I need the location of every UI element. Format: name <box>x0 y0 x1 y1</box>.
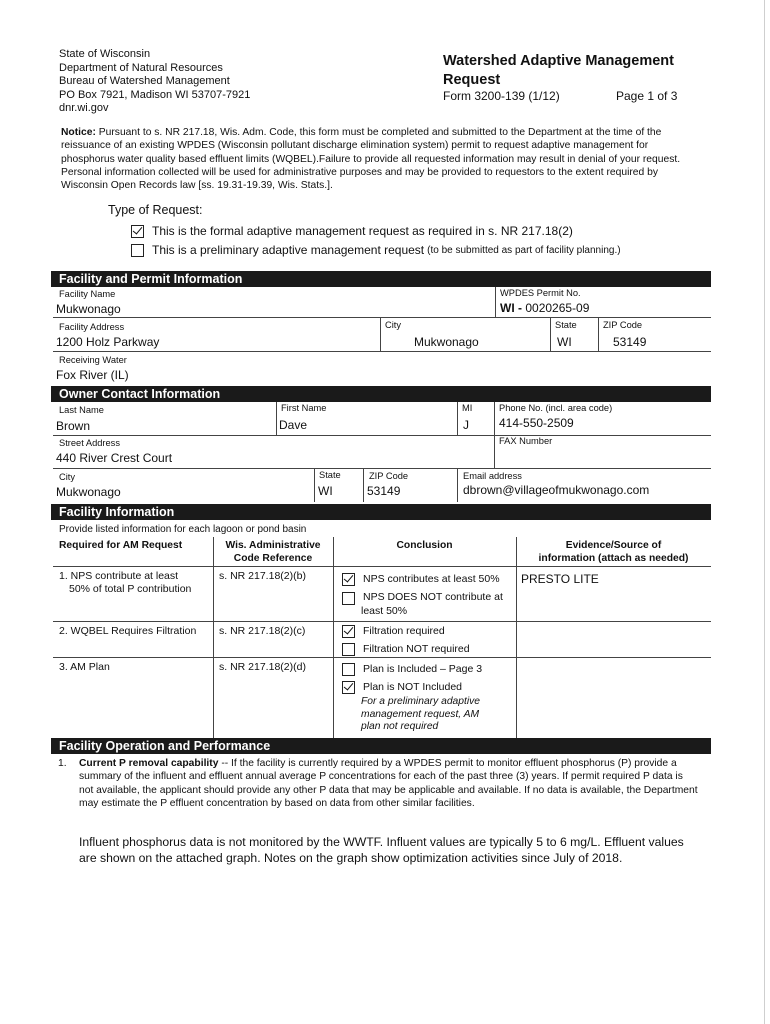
owner-street-label: Street Address <box>59 438 120 448</box>
item-text: -- If the facility is currently required by a WPDES permit to monitor effluent phosphorus (P) provide a summary of the influent and effluent annual average P concentrations for each of the past three (3) years. If permit required P data is not available, the applicant should provide any other P data that may be applicable and available. If no data is available, the Department may estimate the P effluent concentration by based on data from other similar facilities. <box>79 758 698 809</box>
divider <box>213 537 214 740</box>
row3-requirement: 3. AM Plan <box>59 661 110 673</box>
owner-first-name-label: First Name <box>281 403 327 413</box>
owner-phone-field[interactable]: 414-550-2509 <box>499 416 574 430</box>
row3-note-line2: management request, AM <box>361 708 480 720</box>
request-option-preliminary-label: This is a preliminary adaptive management request <box>152 243 425 257</box>
checkbox-empty-icon[interactable] <box>342 592 355 605</box>
row3-note-line3: plan not required <box>361 721 439 732</box>
divider <box>276 402 277 435</box>
owner-state-field[interactable]: WI <box>318 484 333 498</box>
divider <box>495 287 496 317</box>
divider <box>333 537 334 740</box>
request-option-preliminary-note: (to be submitted as part of facility planning.) <box>427 244 621 256</box>
section-header-facility-permit: Facility and Permit Information <box>51 271 711 287</box>
header-evidence <box>516 539 711 565</box>
owner-mi-field[interactable]: J <box>463 418 469 432</box>
form-title <box>443 52 674 90</box>
permit-number-field[interactable] <box>500 301 589 315</box>
response-text[interactable]: Influent phosphorus data is not monitored by the WWTF. Influent values are typically 5 to 6 mg/L. Effluent values are shown on the attached graph. Notes on the graph show optimization activities since July of 2018. <box>79 835 684 865</box>
divider <box>53 435 711 436</box>
row1-requirement-line2: 50% of total P contribution <box>69 583 192 595</box>
divider <box>53 566 711 567</box>
checkbox-checked-icon[interactable] <box>342 573 355 586</box>
row1-requirement-line1: 1. NPS contribute at least <box>59 570 179 582</box>
scan-edge <box>764 0 765 1024</box>
header-evidence-line2: information (attach as needed) <box>538 553 689 564</box>
divider <box>550 318 551 351</box>
table-intro: Provide listed information for each lagoon or pond basin <box>59 524 307 535</box>
owner-state-label: State <box>319 470 341 480</box>
section-header-operation: Facility Operation and Performance <box>51 738 711 754</box>
checkbox-empty-icon[interactable] <box>342 643 355 656</box>
divider <box>53 317 711 318</box>
facility-name-label: Facility Name <box>59 289 116 299</box>
divider <box>457 469 458 502</box>
row3-note <box>361 696 480 734</box>
section-header-facility-info: Facility Information <box>51 504 711 520</box>
row3-option-not-included[interactable] <box>342 681 462 694</box>
notice-text: Pursuant to s. NR 217.18, Wis. Adm. Code, this form must be completed and submitted to the Department at the time of the reissuance of an existing WPDES (Wisconsin pollutant discharge elimination system) permit to request adaptive management for phosphorus water quality based effluent limits (WQBEL).Failure to provide all requested information may result in denial of your request. Personal information collected will be used for administrative purposes and may be provided to requestors to the extent required by Wisconsin Open Records law [ss. 19.31-19.39, Wis. Stats.]. <box>61 127 681 192</box>
row3-option-included-label: Plan is Included – Page 3 <box>363 663 483 675</box>
divider <box>457 402 458 435</box>
checkbox-empty-icon[interactable] <box>131 244 144 257</box>
row3-note-line1: For a preliminary adaptive <box>361 696 481 707</box>
header-code-reference <box>213 539 333 565</box>
receiving-water-field[interactable]: Fox River (IL) <box>56 368 129 382</box>
owner-last-name-field[interactable]: Brown <box>56 419 91 433</box>
row1-code: s. NR 217.18(2)(b) <box>219 570 306 582</box>
row1-option-no[interactable] <box>342 591 503 618</box>
owner-city-label: City <box>59 472 76 482</box>
agency-state: State of Wisconsin <box>59 48 151 60</box>
permit-number-label: WPDES Permit No. <box>500 288 581 298</box>
owner-email-field[interactable]: dbrown@villageofmukwonago.com <box>463 483 650 497</box>
owner-mi-label: MI <box>462 403 473 413</box>
checkbox-checked-icon[interactable] <box>342 625 355 638</box>
agency-department: Department of Natural Resources <box>59 61 223 74</box>
item-label: Current P removal capability <box>79 758 219 769</box>
section-header-owner-contact: Owner Contact Information <box>51 386 711 402</box>
divider <box>314 469 315 502</box>
facility-name-field[interactable]: Mukwonago <box>56 302 121 316</box>
facility-address-field[interactable]: 1200 Holz Parkway <box>56 335 160 349</box>
row2-option-no[interactable] <box>342 643 470 656</box>
row1-evidence[interactable]: PRESTO LITE <box>521 572 599 586</box>
agency-block <box>59 48 250 116</box>
request-type-label: Type of Request: <box>108 203 203 217</box>
header-code-line1: Wis. Administrative <box>225 540 321 551</box>
owner-email-label: Email address <box>463 471 522 481</box>
row2-option-yes-label: Filtration required <box>363 625 445 637</box>
divider <box>53 351 711 352</box>
privacy-notice <box>61 126 703 192</box>
row3-option-included[interactable] <box>342 663 482 676</box>
request-option-preliminary[interactable] <box>131 243 621 257</box>
checkbox-checked-icon[interactable] <box>342 681 355 694</box>
divider <box>363 469 364 502</box>
row1-option-yes-label: NPS contributes at least 50% <box>363 573 500 585</box>
facility-city-field[interactable]: Mukwonago <box>414 335 479 349</box>
agency-website: dnr.wi.gov <box>59 102 109 114</box>
facility-state-field[interactable]: WI <box>557 335 572 349</box>
owner-phone-label: Phone No. (incl. area code) <box>499 403 613 413</box>
row3-code: s. NR 217.18(2)(d) <box>219 661 306 673</box>
owner-zip-field[interactable]: 53149 <box>367 484 401 498</box>
form-title-line1: Watershed Adaptive Management <box>443 53 674 69</box>
divider <box>53 468 711 469</box>
row1-option-no-label-line2: least 50% <box>361 605 408 617</box>
form-title-line2: Request <box>443 72 501 88</box>
facility-zip-label: ZIP Code <box>603 320 643 330</box>
owner-first-name-field[interactable]: Dave <box>279 418 308 432</box>
receiving-water-label: Receiving Water <box>59 355 127 365</box>
facility-city-label: City <box>385 320 402 330</box>
row2-requirement: 2. WQBEL Requires Filtration <box>59 625 197 637</box>
divider <box>380 318 381 351</box>
permit-prefix: WI - <box>500 301 522 315</box>
item-instructions <box>79 757 699 810</box>
form-number: Form 3200-139 (1/12) <box>443 89 560 103</box>
divider <box>598 318 599 351</box>
divider <box>53 621 711 622</box>
page-number: Page 1 of 3 <box>616 89 678 103</box>
header-conclusion: Conclusion <box>396 540 453 551</box>
agency-address: PO Box 7921, Madison WI 53707-7921 <box>59 88 251 101</box>
row1-option-no-label: NPS DOES NOT contribute at <box>363 591 503 603</box>
facility-address-label: Facility Address <box>59 322 125 332</box>
header-code-line2: Code Reference <box>233 553 313 564</box>
row2-option-yes[interactable] <box>342 625 445 638</box>
divider <box>516 537 517 740</box>
row3-option-not-included-label: Plan is NOT Included <box>363 681 463 693</box>
request-option-formal[interactable] <box>131 224 573 238</box>
permit-number-value: 0020265-09 <box>525 301 590 315</box>
facility-state-label: State <box>555 320 577 330</box>
owner-fax-label: FAX Number <box>499 436 553 446</box>
row2-option-no-label: Filtration NOT required <box>363 643 470 655</box>
row2-code: s. NR 217.18(2)(c) <box>219 625 306 637</box>
owner-zip-label: ZIP Code <box>369 471 409 481</box>
request-option-formal-label: This is the formal adaptive management request as required in s. NR 217.18(2) <box>152 224 573 238</box>
item-number: 1. <box>58 758 67 769</box>
divider <box>53 657 711 658</box>
owner-last-name-label: Last Name <box>59 405 104 415</box>
agency-bureau: Bureau of Watershed Management <box>59 75 230 87</box>
facility-zip-field[interactable]: 53149 <box>613 335 647 349</box>
header-evidence-line1: Evidence/Source of <box>565 540 662 551</box>
row1-option-yes[interactable] <box>342 573 500 586</box>
notice-label: Notice: <box>61 127 96 138</box>
header-required: Required for AM Request <box>59 540 183 551</box>
checkbox-checked-icon[interactable] <box>131 225 144 238</box>
row1-requirement <box>59 570 191 596</box>
owner-city-field[interactable]: Mukwonago <box>56 485 121 499</box>
checkbox-empty-icon[interactable] <box>342 663 355 676</box>
owner-street-field[interactable]: 440 River Crest Court <box>56 451 173 465</box>
